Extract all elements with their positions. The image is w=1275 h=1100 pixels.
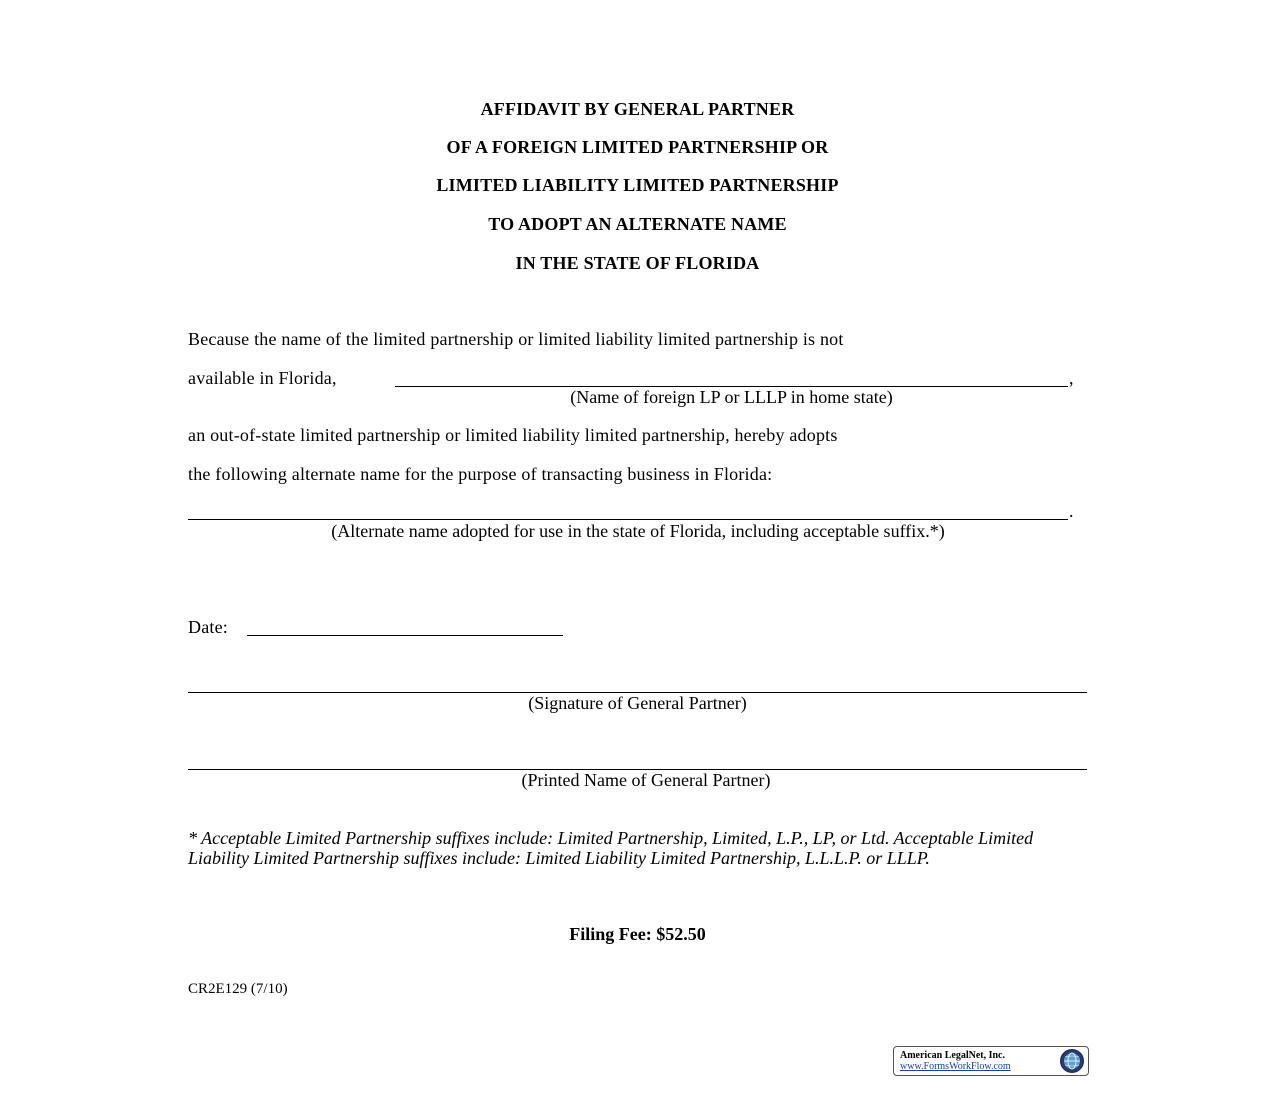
printed-name-caption: (Printed Name of General Partner) <box>521 770 771 790</box>
filing-fee: Filing Fee: $52.50 <box>569 924 706 944</box>
title-line-5: IN THE STATE OF FLORIDA <box>515 253 760 273</box>
logo-company-name: American LegalNet, Inc. <box>900 1050 1005 1061</box>
body-line-1: Because the name of the limited partnership or limited liability limited partnership is not <box>188 329 844 349</box>
alternate-name-suffix: . <box>1069 501 1074 521</box>
body-line-4: the following alternate name for the purpose of transacting business in Florida: <box>188 464 773 484</box>
signature-caption: (Signature of General Partner) <box>528 693 747 713</box>
alternate-name-field[interactable] <box>188 519 1068 520</box>
publisher-logo[interactable] <box>893 1046 1089 1076</box>
alternate-name-caption: (Alternate name adopted for use in the state of Florida, including acceptable suffix.*) <box>331 521 945 541</box>
logo-url-link[interactable]: www.FormsWorkFlow.com <box>900 1061 1011 1072</box>
title-line-3: LIMITED LIABILITY LIMITED PARTNERSHIP <box>436 175 839 195</box>
globe-icon <box>1059 1048 1085 1074</box>
form-code: CR2E129 (7/10) <box>188 981 288 997</box>
date-label: Date: <box>188 617 228 637</box>
suffix-footnote: * Acceptable Limited Partnership suffixes include: Limited Partnership, Limited, L.P., LP, or Ltd. Acceptable Limited Liability Limited Partnership suffixes include: Limited Liability Limited Partnership, L.L.L.P. or LLLP. <box>188 828 1034 868</box>
lp-name-caption: (Name of foreign LP or LLLP in home state) <box>570 387 893 407</box>
body-line-2-prefix: available in Florida, <box>188 368 337 388</box>
title-line-2: OF A FOREIGN LIMITED PARTNERSHIP OR <box>446 137 829 157</box>
body-line-3: an out-of-state limited partnership or limited liability limited partnership, hereby adopts <box>188 425 838 445</box>
date-field[interactable] <box>247 635 563 636</box>
title-line-1: AFFIDAVIT BY GENERAL PARTNER <box>480 99 795 119</box>
title-line-4: TO ADOPT AN ALTERNATE NAME <box>488 214 787 234</box>
body-line-2-suffix: , <box>1069 368 1074 388</box>
